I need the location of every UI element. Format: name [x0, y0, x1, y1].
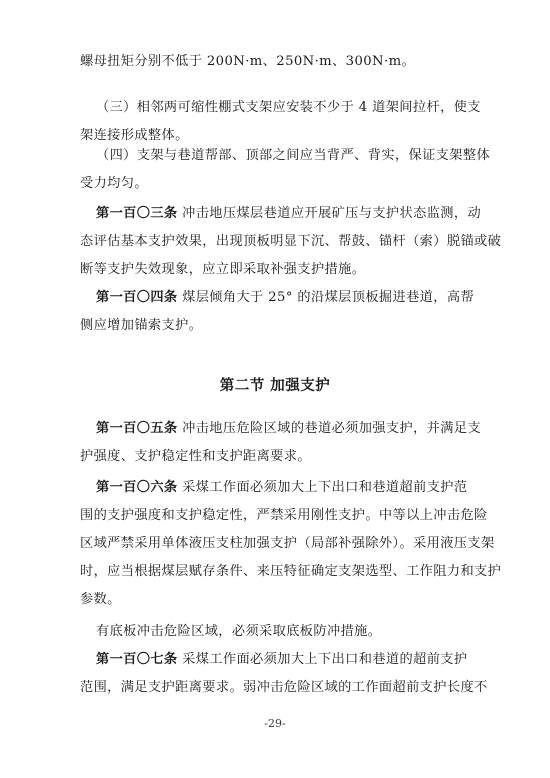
text-line — [96, 200, 494, 228]
text-line: 时，应当根据煤层赋存条件、来压特征确定支架选型、工作阻力和支护 — [80, 564, 502, 579]
text-line: 态评估基本支护效果，出现顶板明显下沉、帮鼓、锚杆（索）脱锚或破 — [80, 234, 502, 249]
text-line: 围的支护强度和支护稳定性，严禁采用刚性支护。中等以上冲击危险 — [80, 508, 488, 523]
article-text: 采煤工作面必须加大上下出口和巷道的超前支护 — [182, 652, 468, 667]
text-line: 参数。 — [80, 592, 121, 607]
paragraph-article-106 — [80, 474, 502, 614]
text-line: 护强度、支护稳定性和支护距离要求。 — [80, 449, 311, 464]
text-line — [96, 474, 494, 502]
article-number: 第一百〇三条 — [96, 206, 178, 221]
article-text: 采煤工作面必须加大上下出口和巷道超前支护范 — [182, 480, 468, 495]
text-line: 螺母扭矩分别不低于 200N·m、250N·m、300N·m。 — [80, 54, 416, 69]
text-line: 侧应增加锚索支护。 — [80, 318, 203, 333]
text-line — [96, 646, 494, 674]
text-line — [96, 415, 494, 443]
article-text: 冲击地压煤层巷道应开展矿压与支护状态监测，动 — [182, 206, 482, 221]
text-line: 范围，满足支护距离要求。弱冲击危险区域的工作面超前支护长度不 — [80, 680, 488, 695]
text-line: 断等支护失效现象，应立即采取补强支护措施。 — [80, 262, 366, 277]
paragraph-article-107 — [80, 646, 494, 702]
text-line: （三）相邻两可缩性棚式支架应安装不少于 4 道架间拉杆，使支 — [96, 100, 481, 115]
article-text: 冲击地压危险区域的巷道必须加强支护，并满足支 — [182, 421, 482, 436]
text-line: 区域严禁采用单体液压支柱加强支护（局部补强除外）。采用液压支架 — [80, 536, 495, 551]
article-number: 第一百〇五条 — [96, 421, 178, 436]
text-line: 架连接形成整体。 — [80, 128, 189, 143]
article-number: 第一百〇六条 — [96, 480, 178, 495]
text-line: 有底板冲击危险区域，必须采取底板防冲措施。 — [96, 624, 382, 639]
article-text: 煤层倾角大于 25° 的沿煤层顶板掘进巷道，高帮 — [182, 290, 475, 305]
paragraph-torque — [80, 48, 494, 76]
text-line — [96, 284, 494, 312]
paragraph-item-4 — [80, 142, 494, 198]
page-number: -29- — [264, 717, 286, 730]
paragraph-article-105 — [80, 415, 494, 471]
paragraph-article-103 — [80, 200, 502, 284]
text-line: 受力均匀。 — [80, 176, 148, 191]
article-number: 第一百〇七条 — [96, 652, 178, 667]
section-heading: 第二节 加强支护 — [219, 378, 331, 394]
article-number: 第一百〇四条 — [96, 290, 178, 305]
paragraph-article-104 — [80, 284, 494, 340]
text-line: （四）支架与巷道帮部、顶部之间应当背严、背实，保证支架整体 — [96, 148, 491, 163]
paragraph-floor-impact — [96, 618, 494, 646]
